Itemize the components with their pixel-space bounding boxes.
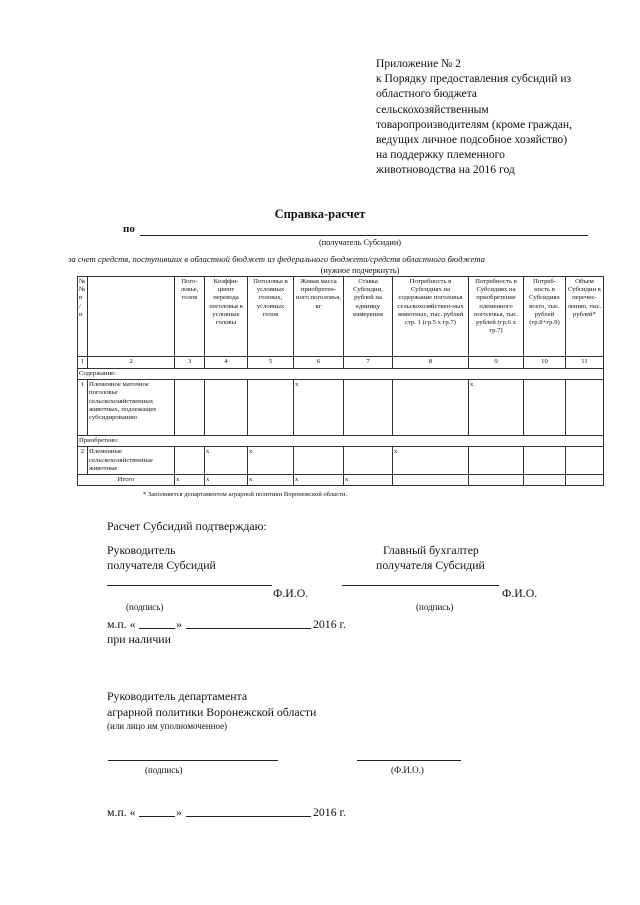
accountant-title-line1: Главный бухгалтер	[383, 543, 479, 557]
appendix-line: животноводства на 2016 год	[376, 163, 515, 177]
total-row	[78, 475, 604, 486]
appendix-line: на поддержку племенного	[376, 148, 505, 162]
mp-close: »	[176, 617, 182, 631]
year-text: 2016 г.	[313, 617, 346, 631]
head-fio: Ф.И.О.	[273, 586, 309, 600]
appendix-line: сельскохозяйственным	[376, 102, 489, 116]
table-footnote: * Заполняется департаментом аграрной политики Воронежской области.	[143, 491, 348, 498]
cell-mark: x	[393, 447, 469, 475]
department-year-text: 2016 г.	[313, 805, 346, 819]
accountant-signature-line	[342, 585, 499, 586]
appendix-line: ведущих личное подсобное хозяйство)	[376, 133, 568, 147]
department-head-line1: Руководитель департамента	[107, 689, 248, 703]
appendix-line: областного бюджета	[376, 87, 477, 101]
head-title-line1: Руководитель	[107, 543, 176, 557]
table-row	[78, 447, 604, 475]
appendix-line: к Порядку предоставления субсидий из	[376, 72, 572, 86]
recipient-line	[140, 235, 588, 236]
column-number: 10	[524, 357, 566, 369]
department-mp-close: »	[176, 805, 182, 819]
appendix-block	[376, 56, 572, 178]
appendix-line: товаропроизводителям (кроме граждан,	[376, 117, 572, 131]
cell-mark: x	[248, 475, 294, 486]
section-label: Приобретено:	[78, 436, 604, 447]
total-label: Итого	[78, 475, 175, 486]
subsidy-table	[77, 276, 604, 486]
month-line	[186, 628, 311, 629]
funds-line: за счет средств, поступивших в областной бюджет из федерального бюджета/средств областного бюджета	[68, 254, 485, 264]
column-number: 9	[469, 357, 524, 369]
header-cell: Потребность в Субсидиях на приобретение племенного поголовья, тыс. рублей (гр.6 х гр.7)	[469, 277, 524, 357]
column-number: 6	[294, 357, 344, 369]
department-fio-line	[357, 760, 461, 761]
department-head-line2: аграрной политики Воронежской области	[107, 705, 317, 719]
header-cell: Потребность в Субсидиях на содержание поголовья сельскохозяйствен-ных животных, тыс. рублей стр. 1 (гр.5 х гр.7)	[393, 277, 469, 357]
accountant-title-line2: получателя Субсидий	[376, 558, 485, 572]
accountant-signature-caption: (подпись)	[416, 602, 454, 612]
column-number: 5	[248, 357, 294, 369]
department-signature-line	[108, 760, 278, 761]
cell-mark: x	[294, 380, 344, 436]
cell-mark: x	[294, 475, 344, 486]
document-title: Справка-расчет	[274, 207, 366, 221]
header-cell: № № п / п	[78, 277, 88, 357]
section-label: Содержание:	[78, 369, 604, 380]
column-number: 1	[78, 357, 88, 369]
column-number: 7	[344, 357, 393, 369]
header-cell	[88, 277, 175, 357]
department-head-line3: (или лицо им уполномоченное)	[107, 721, 228, 731]
cell-mark: x	[469, 380, 524, 436]
table-row	[78, 380, 604, 436]
department-day-line	[139, 816, 175, 817]
if-any-text: при наличии	[107, 632, 171, 646]
recipient-caption: (получатель Субсидии)	[318, 238, 402, 247]
column-number: 2	[88, 357, 175, 369]
header-cell: Ставка Субсидии, рублей на единицу измерения	[344, 277, 393, 357]
header-cell: Живая масса приобретен-ного поголовья, кг	[294, 277, 344, 357]
header-cell: Коэффи-циент перевода поголовья в условные головы	[205, 277, 248, 357]
department-mp-open: м.п. «	[107, 805, 136, 819]
day-line	[139, 628, 175, 629]
cell-mark: x	[175, 475, 205, 486]
row-number: 1	[78, 380, 88, 436]
cell-mark: x	[248, 447, 294, 475]
section-content-row	[78, 369, 604, 380]
cell-mark: x	[344, 475, 393, 486]
column-number: 4	[205, 357, 248, 369]
header-cell: Пого-ловье, голов	[175, 277, 205, 357]
table-header-row	[78, 277, 604, 357]
accountant-fio: Ф.И.О.	[502, 586, 538, 600]
mp-open: м.п. «	[107, 617, 136, 631]
row-name: Племенные сельскохозяйственные животные	[88, 447, 175, 475]
department-month-line	[186, 816, 311, 817]
column-number: 8	[393, 357, 469, 369]
appendix-line: Приложение № 2	[376, 57, 461, 70]
cell-mark: x	[205, 447, 248, 475]
cell-mark: x	[205, 475, 248, 486]
row-name: Племенное маточное поголовье сельскохозяйственных животных, подлежащее субсидированию	[88, 380, 175, 436]
column-number: 3	[175, 357, 205, 369]
underline-caption: (нужное подчеркнуть)	[320, 266, 400, 275]
department-signature-caption: (подпись)	[145, 765, 183, 775]
section-purchase-row	[78, 436, 604, 447]
head-title-line2: получателя Субсидий	[107, 558, 216, 572]
header-cell: Поголовье в условных головах, условных голов	[248, 277, 294, 357]
confirm-text: Расчет Субсидий подтверждаю:	[107, 519, 267, 533]
head-signature-caption: (подпись)	[126, 602, 164, 612]
header-cell: Объем Субсидии к перечис-лению, тыс. рублей*	[566, 277, 604, 357]
column-number: 11	[566, 357, 604, 369]
row-number: 2	[78, 447, 88, 475]
header-cell: Потреб-ность в Субсидиях всего, тыс. рублей (гр.8+гр.9)	[524, 277, 566, 357]
column-numbers-row	[78, 357, 604, 369]
department-fio-caption: (Ф.И.О.)	[391, 765, 424, 775]
head-signature-line	[107, 585, 272, 586]
po-label: по	[123, 223, 135, 235]
